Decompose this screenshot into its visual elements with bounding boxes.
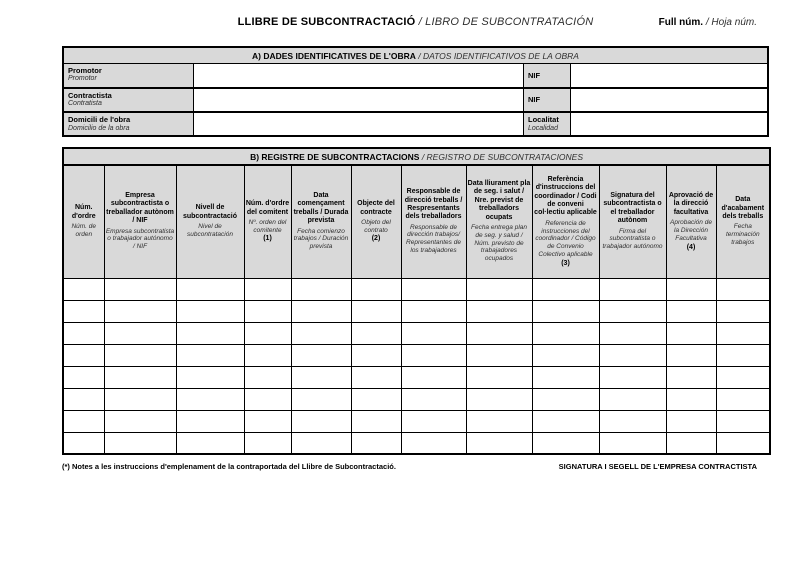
record-cell[interactable] — [401, 366, 466, 388]
column-header-catalan: Aprovació de la direcció facultativa — [668, 192, 714, 216]
domicili-row — [64, 111, 767, 135]
column-header-signatura — [599, 165, 666, 278]
footnote: (*) Notes a les instruccions d'emplenament de la contraportada del Llibre de Subcontractació. — [62, 462, 396, 472]
domicili-label-catalan: Domicili de l'obra — [68, 115, 131, 125]
column-header-catalan: Data lliurament pla de seg. i salut / Nre. previst de treballadors ocupats — [467, 180, 531, 221]
record-cell[interactable] — [176, 366, 244, 388]
section-a — [62, 46, 769, 137]
column-header-referencia — [532, 165, 599, 278]
record-cell[interactable] — [351, 410, 401, 432]
record-cell[interactable] — [401, 300, 466, 322]
record-cell[interactable] — [63, 366, 104, 388]
record-cell[interactable] — [291, 388, 351, 410]
column-header-note: (4) — [686, 243, 696, 251]
record-cell[interactable] — [291, 432, 351, 454]
column-header-catalan: Responsable de direcció treballs / Respresentants dels treballadors — [404, 188, 463, 221]
record-cell[interactable] — [176, 388, 244, 410]
column-header-num-comitent — [244, 165, 291, 278]
record-cell[interactable] — [291, 344, 351, 366]
record-row — [63, 432, 770, 454]
record-cell[interactable] — [104, 388, 176, 410]
record-cell[interactable] — [401, 410, 466, 432]
column-header-catalan: Núm. d'ordre del comitent — [245, 200, 290, 216]
record-cell[interactable] — [666, 388, 716, 410]
column-header-spanish: Objeto del contrato — [361, 218, 391, 234]
localitat-field[interactable] — [571, 113, 767, 135]
column-header-empresa — [104, 165, 176, 278]
column-header-spanish: Aprobación de la Dirección Facultativa — [670, 219, 712, 242]
record-cell[interactable] — [351, 300, 401, 322]
column-header-spanish: Fecha entrega plan de seg. y salud / Núm. previsto de trabajadores ocupados — [470, 223, 527, 263]
record-cell[interactable] — [63, 300, 104, 322]
record-row — [63, 322, 770, 344]
record-cell[interactable] — [401, 388, 466, 410]
record-cell[interactable] — [104, 410, 176, 432]
domicili-label-spanish: Domicilio de la obra — [68, 124, 130, 132]
record-cell[interactable] — [104, 432, 176, 454]
column-header-spanish: Nº. orden del comitente — [248, 218, 287, 234]
record-cell[interactable] — [532, 344, 599, 366]
document-page — [62, 0, 769, 471]
promotor-nif-field[interactable] — [571, 64, 767, 87]
record-cell[interactable] — [176, 322, 244, 344]
record-cell[interactable] — [532, 432, 599, 454]
promotor-nif-label-catalan: NIF — [528, 70, 541, 80]
domicili-label — [64, 113, 194, 135]
record-cell[interactable] — [176, 278, 244, 300]
column-header-row — [63, 165, 770, 278]
column-header-spanish: Empresa subcontratista o trabajador autónomo / NIF — [105, 227, 175, 251]
record-cell[interactable] — [666, 300, 716, 322]
contractista-label — [64, 89, 194, 111]
record-cell[interactable] — [351, 366, 401, 388]
record-cell[interactable] — [244, 300, 291, 322]
record-cell[interactable] — [599, 366, 666, 388]
record-cell[interactable] — [291, 410, 351, 432]
column-header-data-lliurament — [466, 165, 532, 278]
section-a-title-catalan: A) DADES IDENTIFICATIVES DE L'OBRA — [252, 51, 416, 61]
section-a-header — [64, 48, 767, 64]
title-row — [62, 16, 769, 38]
record-cell[interactable] — [244, 278, 291, 300]
record-cell[interactable] — [351, 278, 401, 300]
record-cell[interactable] — [666, 432, 716, 454]
column-header-spanish: Responsable de dirección trabajos/ Representantes de los trabajadores — [406, 223, 461, 255]
record-cell[interactable] — [176, 300, 244, 322]
record-cell[interactable] — [466, 300, 532, 322]
record-cell[interactable] — [104, 322, 176, 344]
promotor-nif-label — [524, 64, 571, 87]
record-row — [63, 278, 770, 300]
record-cell[interactable] — [716, 322, 770, 344]
section-b-title-spanish: / REGISTRO DE SUBCONTRATACIONES — [421, 152, 584, 163]
column-header-data-acabament — [716, 165, 770, 278]
column-header-catalan: Data començament treballs / Durada prevista — [293, 192, 349, 225]
localitat-label — [524, 113, 571, 135]
record-cell[interactable] — [351, 322, 401, 344]
record-cell[interactable] — [666, 410, 716, 432]
column-header-catalan: Signatura del subcontractista o el treballador autònom — [603, 192, 662, 225]
record-cell[interactable] — [466, 344, 532, 366]
record-cell[interactable] — [599, 410, 666, 432]
record-cell[interactable] — [716, 388, 770, 410]
domicili-field[interactable] — [194, 113, 524, 135]
column-header-spanish: Fecha terminación trabajos — [725, 223, 760, 246]
record-row — [63, 410, 770, 432]
column-header-spanish: Núm. de orden — [71, 223, 97, 238]
column-header-spanish: Referencia de instrucciones del coordinador / Código de Convenio Colectivo aplicable — [535, 219, 596, 258]
contractista-field[interactable] — [194, 89, 524, 111]
record-cell[interactable] — [466, 388, 532, 410]
record-cell[interactable] — [532, 278, 599, 300]
record-row — [63, 366, 770, 388]
record-cell[interactable] — [666, 366, 716, 388]
record-cell[interactable] — [532, 410, 599, 432]
record-row — [63, 388, 770, 410]
record-cell[interactable] — [599, 278, 666, 300]
record-cell[interactable] — [351, 388, 401, 410]
contractista-nif-label-catalan: NIF — [528, 95, 541, 105]
column-header-data-comencament — [291, 165, 351, 278]
signature-label: SIGNATURA I SEGELL DE L'EMPRESA CONTRACTISTA — [558, 462, 757, 472]
column-header-catalan: Data d'acabament dels treballs — [721, 196, 765, 220]
contractista-label-catalan: Contractista — [68, 91, 112, 100]
record-cell[interactable] — [104, 366, 176, 388]
record-cell[interactable] — [291, 300, 351, 322]
promotor-label — [64, 64, 194, 87]
section-a-title-spanish: / DATOS IDENTIFICATIVOS DE LA OBRA — [418, 51, 579, 61]
record-cell[interactable] — [63, 432, 104, 454]
section-b-header-row — [63, 148, 770, 165]
record-cell[interactable] — [104, 300, 176, 322]
record-cell[interactable] — [401, 322, 466, 344]
column-header-catalan: Empresa subcontractista o treballador autònom / NIF — [106, 192, 174, 225]
record-cell[interactable] — [63, 278, 104, 300]
column-header-num-ordre — [63, 165, 104, 278]
page-title-spanish: / LIBRO DE SUBCONTRATACIÓN — [418, 16, 594, 28]
record-cell[interactable] — [599, 344, 666, 366]
record-row — [63, 300, 770, 322]
promotor-row — [64, 64, 767, 87]
record-cell[interactable] — [244, 388, 291, 410]
record-cell[interactable] — [532, 322, 599, 344]
column-header-note: (2) — [371, 235, 381, 243]
record-cell[interactable] — [63, 388, 104, 410]
record-cell[interactable] — [466, 278, 532, 300]
record-cell[interactable] — [466, 322, 532, 344]
column-header-note: (3) — [561, 259, 570, 267]
record-cell[interactable] — [176, 432, 244, 454]
record-cell[interactable] — [63, 344, 104, 366]
record-cell[interactable] — [716, 432, 770, 454]
sheet-number-catalan: Full núm. — [658, 17, 704, 28]
page-title-catalan: LLIBRE DE SUBCONTRACTACIÓ — [237, 16, 416, 28]
contractista-row — [64, 87, 767, 111]
localitat-label-catalan: Localitat — [528, 115, 559, 125]
record-cell[interactable] — [666, 278, 716, 300]
contractista-nif-field[interactable] — [571, 89, 767, 111]
record-cell[interactable] — [291, 278, 351, 300]
record-cell[interactable] — [244, 410, 291, 432]
section-b-header — [63, 148, 770, 165]
column-header-catalan: Núm. d'ordre — [71, 204, 96, 220]
sheet-number-spanish: / Hoja núm. — [705, 17, 757, 28]
record-cell[interactable] — [401, 278, 466, 300]
record-cell[interactable] — [176, 410, 244, 432]
record-cell[interactable] — [291, 366, 351, 388]
record-cell[interactable] — [244, 366, 291, 388]
record-cell[interactable] — [716, 366, 770, 388]
record-cell[interactable] — [532, 366, 599, 388]
promotor-label-spanish: Promotor — [68, 75, 97, 83]
record-cell[interactable] — [532, 388, 599, 410]
column-header-aprovacio — [666, 165, 716, 278]
record-cell[interactable] — [466, 366, 532, 388]
record-cell[interactable] — [716, 278, 770, 300]
record-cell[interactable] — [466, 432, 532, 454]
sheet-number-label — [659, 17, 757, 28]
column-header-nivell — [176, 165, 244, 278]
column-header-responsable — [401, 165, 466, 278]
record-cell[interactable] — [716, 410, 770, 432]
record-cell[interactable] — [401, 432, 466, 454]
registry-table — [62, 147, 771, 455]
record-cell[interactable] — [244, 322, 291, 344]
record-cell[interactable] — [599, 322, 666, 344]
record-cell[interactable] — [599, 432, 666, 454]
promotor-label-catalan: Promotor — [68, 66, 102, 75]
record-cell[interactable] — [599, 388, 666, 410]
record-cell[interactable] — [104, 344, 176, 366]
column-header-catalan: Objecte del contracte — [357, 200, 395, 216]
column-header-catalan: Nivell de subcontractació — [182, 204, 238, 220]
record-cell[interactable] — [244, 432, 291, 454]
record-cell[interactable] — [63, 322, 104, 344]
localitat-label-spanish: Localidad — [528, 124, 558, 132]
record-cell[interactable] — [466, 410, 532, 432]
section-b-title-catalan: B) REGISTRE DE SUBCONTRACTACIONS — [250, 152, 420, 163]
record-cell[interactable] — [666, 344, 716, 366]
record-cell[interactable] — [291, 322, 351, 344]
promotor-field[interactable] — [194, 64, 524, 87]
record-cell[interactable] — [666, 322, 716, 344]
record-cell[interactable] — [401, 344, 466, 366]
record-cell[interactable] — [716, 344, 770, 366]
record-cell[interactable] — [104, 278, 176, 300]
column-header-spanish: Nivel de subcontratación — [187, 223, 233, 238]
footer — [62, 462, 769, 471]
column-header-catalan: Referència d'instruccions del coordinador / Codi de conveni col·lectiu aplicable — [534, 175, 597, 217]
column-header-spanish: Firma del subcontratista o trabajador autónomo — [602, 227, 663, 251]
contractista-label-spanish: Contratista — [68, 100, 102, 108]
column-header-objecte — [351, 165, 401, 278]
record-cell[interactable] — [176, 344, 244, 366]
contractista-nif-label — [524, 89, 571, 111]
record-cell[interactable] — [599, 300, 666, 322]
record-cell[interactable] — [351, 344, 401, 366]
record-cell[interactable] — [244, 344, 291, 366]
record-row — [63, 344, 770, 366]
column-header-note: (1) — [263, 235, 272, 243]
column-header-spanish: Fecha comienzo trabajos / Duración prevista — [293, 227, 349, 251]
record-cell[interactable] — [351, 432, 401, 454]
record-cell[interactable] — [63, 410, 104, 432]
record-cell[interactable] — [532, 300, 599, 322]
record-cell[interactable] — [716, 300, 770, 322]
